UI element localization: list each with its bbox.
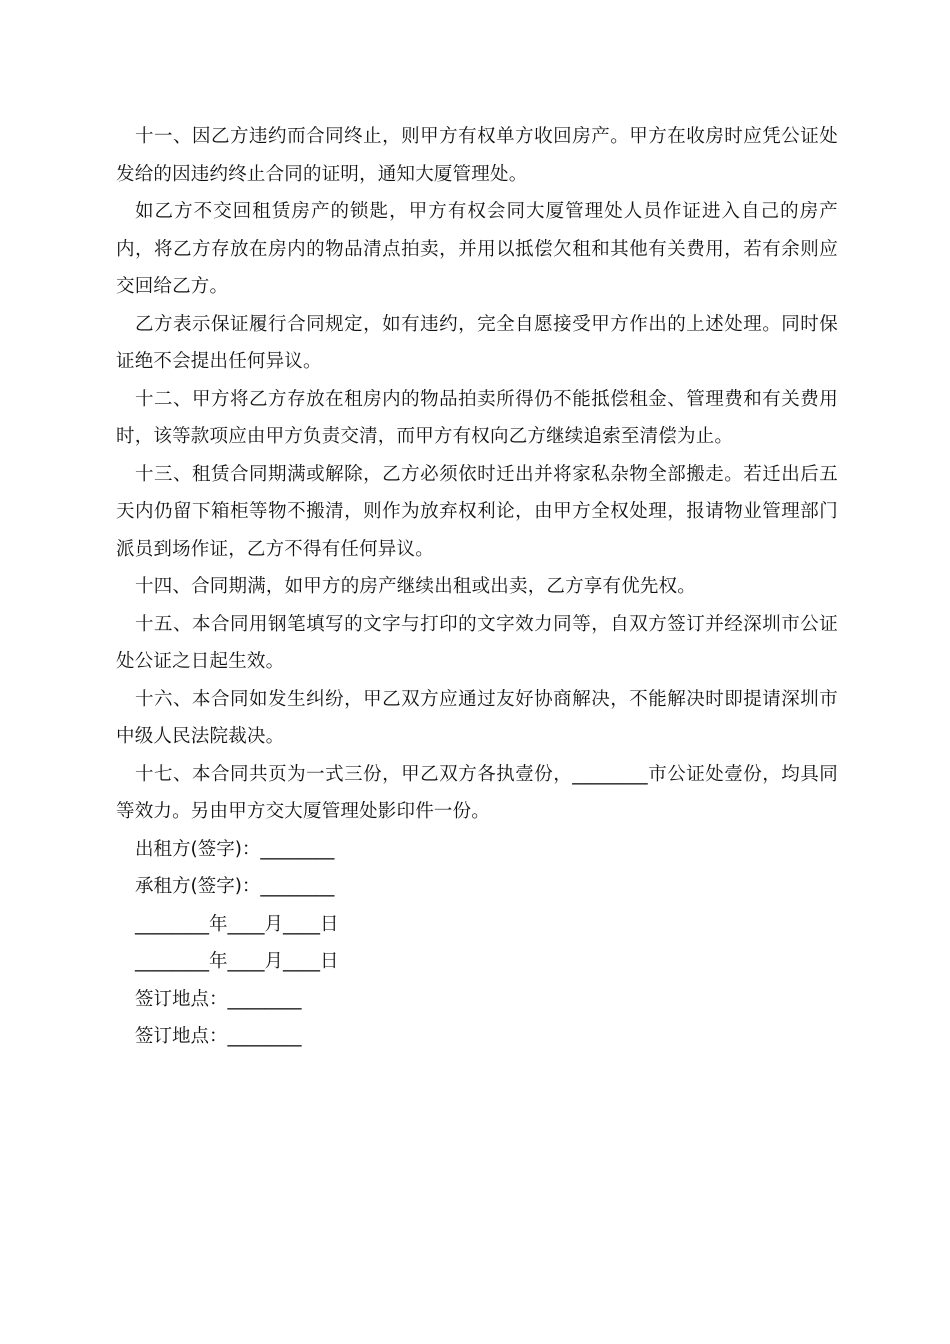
clause-13: 十三、租赁合同期满或解除，乙方必须依时迁出并将家私杂物全部搬走。若迁出后五天内仍留下箱柜等物不搬清，则作为放弃权利论，由甲方全权处理，报请物业管理部门派员到场作证，乙方不得有任何异议。 xyxy=(116,463,838,560)
signing-date-2: ________年____月____日 xyxy=(135,951,339,972)
lessor-signature: 出租方(签字)：________ xyxy=(135,838,335,860)
signing-place-2: 签订地点：________ xyxy=(135,1026,302,1047)
clause-12: 十二、甲方将乙方存放在租房内的物品拍卖所得仍不能抵偿租金、管理费和有关费用时，该等款项应由甲方负责交清，而甲方有权向乙方继续追索至清偿为止。 xyxy=(116,388,838,447)
clause-16: 十六、本合同如发生纠纷，甲乙双方应通过友好协商解决，不能解决时即提请深圳市中级人民法院裁决。 xyxy=(116,688,838,747)
clause-11-guarantee: 乙方表示保证履行合同规定，如有违约，完全自愿接受甲方作出的上述处理。同时保证绝不会提出任何异议。 xyxy=(116,313,838,372)
signing-date-1: ________年____月____日 xyxy=(135,913,339,935)
contract-page xyxy=(116,118,838,1056)
clause-11: 十一、因乙方违约而合同终止，则甲方有权单方收回房产。甲方在收房时应凭公证处发给的因违约终止合同的证明，通知大厦管理处。 xyxy=(116,126,838,185)
lessee-signature: 承租方(签字)：________ xyxy=(135,876,335,897)
clause-11-keys: 如乙方不交回租赁房产的锁匙，甲方有权会同大厦管理处人员作证进入自己的房产内，将乙方存放在房内的物品清点拍卖，并用以抵偿欠租和其他有关费用，若有余则应交回给乙方。 xyxy=(116,201,838,297)
clause-15: 十五、本合同用钢笔填写的文字与打印的文字效力同等，自双方签订并经深圳市公证处公证之日起生效。 xyxy=(116,613,838,672)
clause-14: 十四、合同期满，如甲方的房产继续出租或出卖，乙方享有优先权。 xyxy=(135,576,697,597)
signature-block xyxy=(116,831,838,1056)
clause-17: 十七、本合同共页为一式三份，甲乙双方各执壹份，________市公证处壹份，均具同等效力。另由甲方交大厦管理处影印件一份。 xyxy=(116,763,838,822)
signing-place-1: 签订地点：________ xyxy=(135,988,302,1010)
